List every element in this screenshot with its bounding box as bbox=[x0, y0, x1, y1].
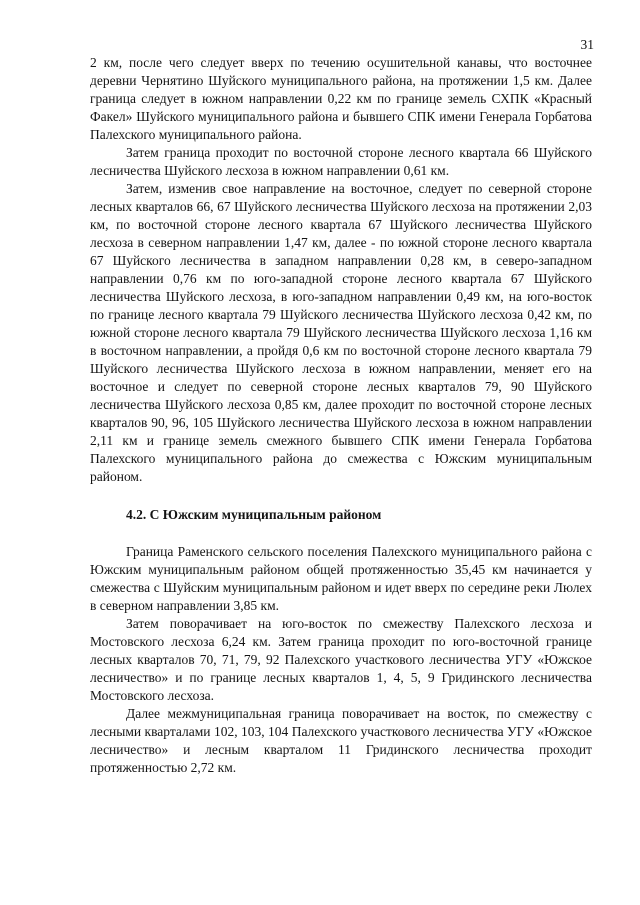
paragraph: Затем граница проходит по восточной стороне лесного квартала 66 Шуйского лесничества Шуйского лесхоза в южном направлении 0,61 км. bbox=[90, 145, 592, 178]
page-number: 31 bbox=[580, 37, 594, 52]
paragraph: Граница Раменского сельского поселения Палехского муниципального района с Южским муниципальным районом общей протяженностью 35,45 км начинается у смежества с Шуйским муниципальным районом и идет вверх по середине реки Люлех в северном направлении 3,85 км. bbox=[90, 544, 592, 613]
paragraph-continuation: 2 км, после чего следует вверх по течению осушительной канавы, что восточнее деревни Чернятино Шуйского муниципального района, на протяжении 1,5 км. Далее граница следует в южном направлении 0,22 км по границе земель СХПК «Красный Факел» Шуйского муниципального района и бывшего СПК имени Генерала Горбатова Палехского муниципального района. bbox=[90, 55, 592, 142]
paragraph: Далее межмуниципальная граница поворачивает на восток, по смежеству с лесными кварталами 102, 103, 104 Палехского участкового лесничества УГУ «Южское лесничество» и лесным кварталом 11 Гридинского лесничества проходит протяженностью 2,72 км. bbox=[90, 706, 592, 775]
section-heading: 4.2. С Южским муниципальным районом bbox=[126, 507, 382, 522]
paragraph: Затем, изменив свое направление на восточное, следует по северной стороне лесных кварталов 66, 67 Шуйского лесничества Шуйского лесхоза на протяжении 2,03 км, по восточной стороне лесного квартала 67 Шуйского лесничества Шуйского лесхоза в северном направлении 1,47 км, далее - по южной стороне лесного квартала 67 Шуйского лесничества в западном направлении 0,28 км, в северо-западном направлении 0,76 км по юго-западной стороне лесного квартала 67 Шуйского лесничества Шуйского лесхоза, в юго-западном направлении 0,49 км, на юго-восток по границе лесного квартала 79 Шуйского лесничества Шуйского лесхоза 0,42 км, по южной стороне лесного квартала 79 Шуйского лесничества Шуйского лесхоза 1,16 км в восточном направлении, а пройдя 0,6 км по восточной стороне лесного квартала 79 Шуйского лесничества Шуйского лесхоза в южном направлении, меняет его на восточное и следует по северной стороне лесных кварталов 79, 90 Шуйского лесничества Шуйского лесхоза 0,85 км, далее проходит по восточной стороне лесных кварталов 90, 96, 105 Шуйского лесничества Шуйского лесхоза в южном направлении 2,11 км и границе земель смежного бывшего СПК имени Генерала Горбатова Палехского муниципального района до смежества с Южским муниципальным районом. bbox=[90, 181, 592, 484]
document-body bbox=[90, 54, 592, 777]
paragraph: Затем поворачивает на юго-восток по смежеству Палехского лесхоза и Мостовского лесхоза 6,24 км. Затем граница проходит по юго-восточной границе лесных кварталов 70, 71, 79, 92 Палехского участкового лесничества УГУ «Южское лесничество» и по границе лесных кварталов 1, 4, 5, 9 Гридинского лесничества Мостовского лесхоза. bbox=[90, 616, 592, 703]
